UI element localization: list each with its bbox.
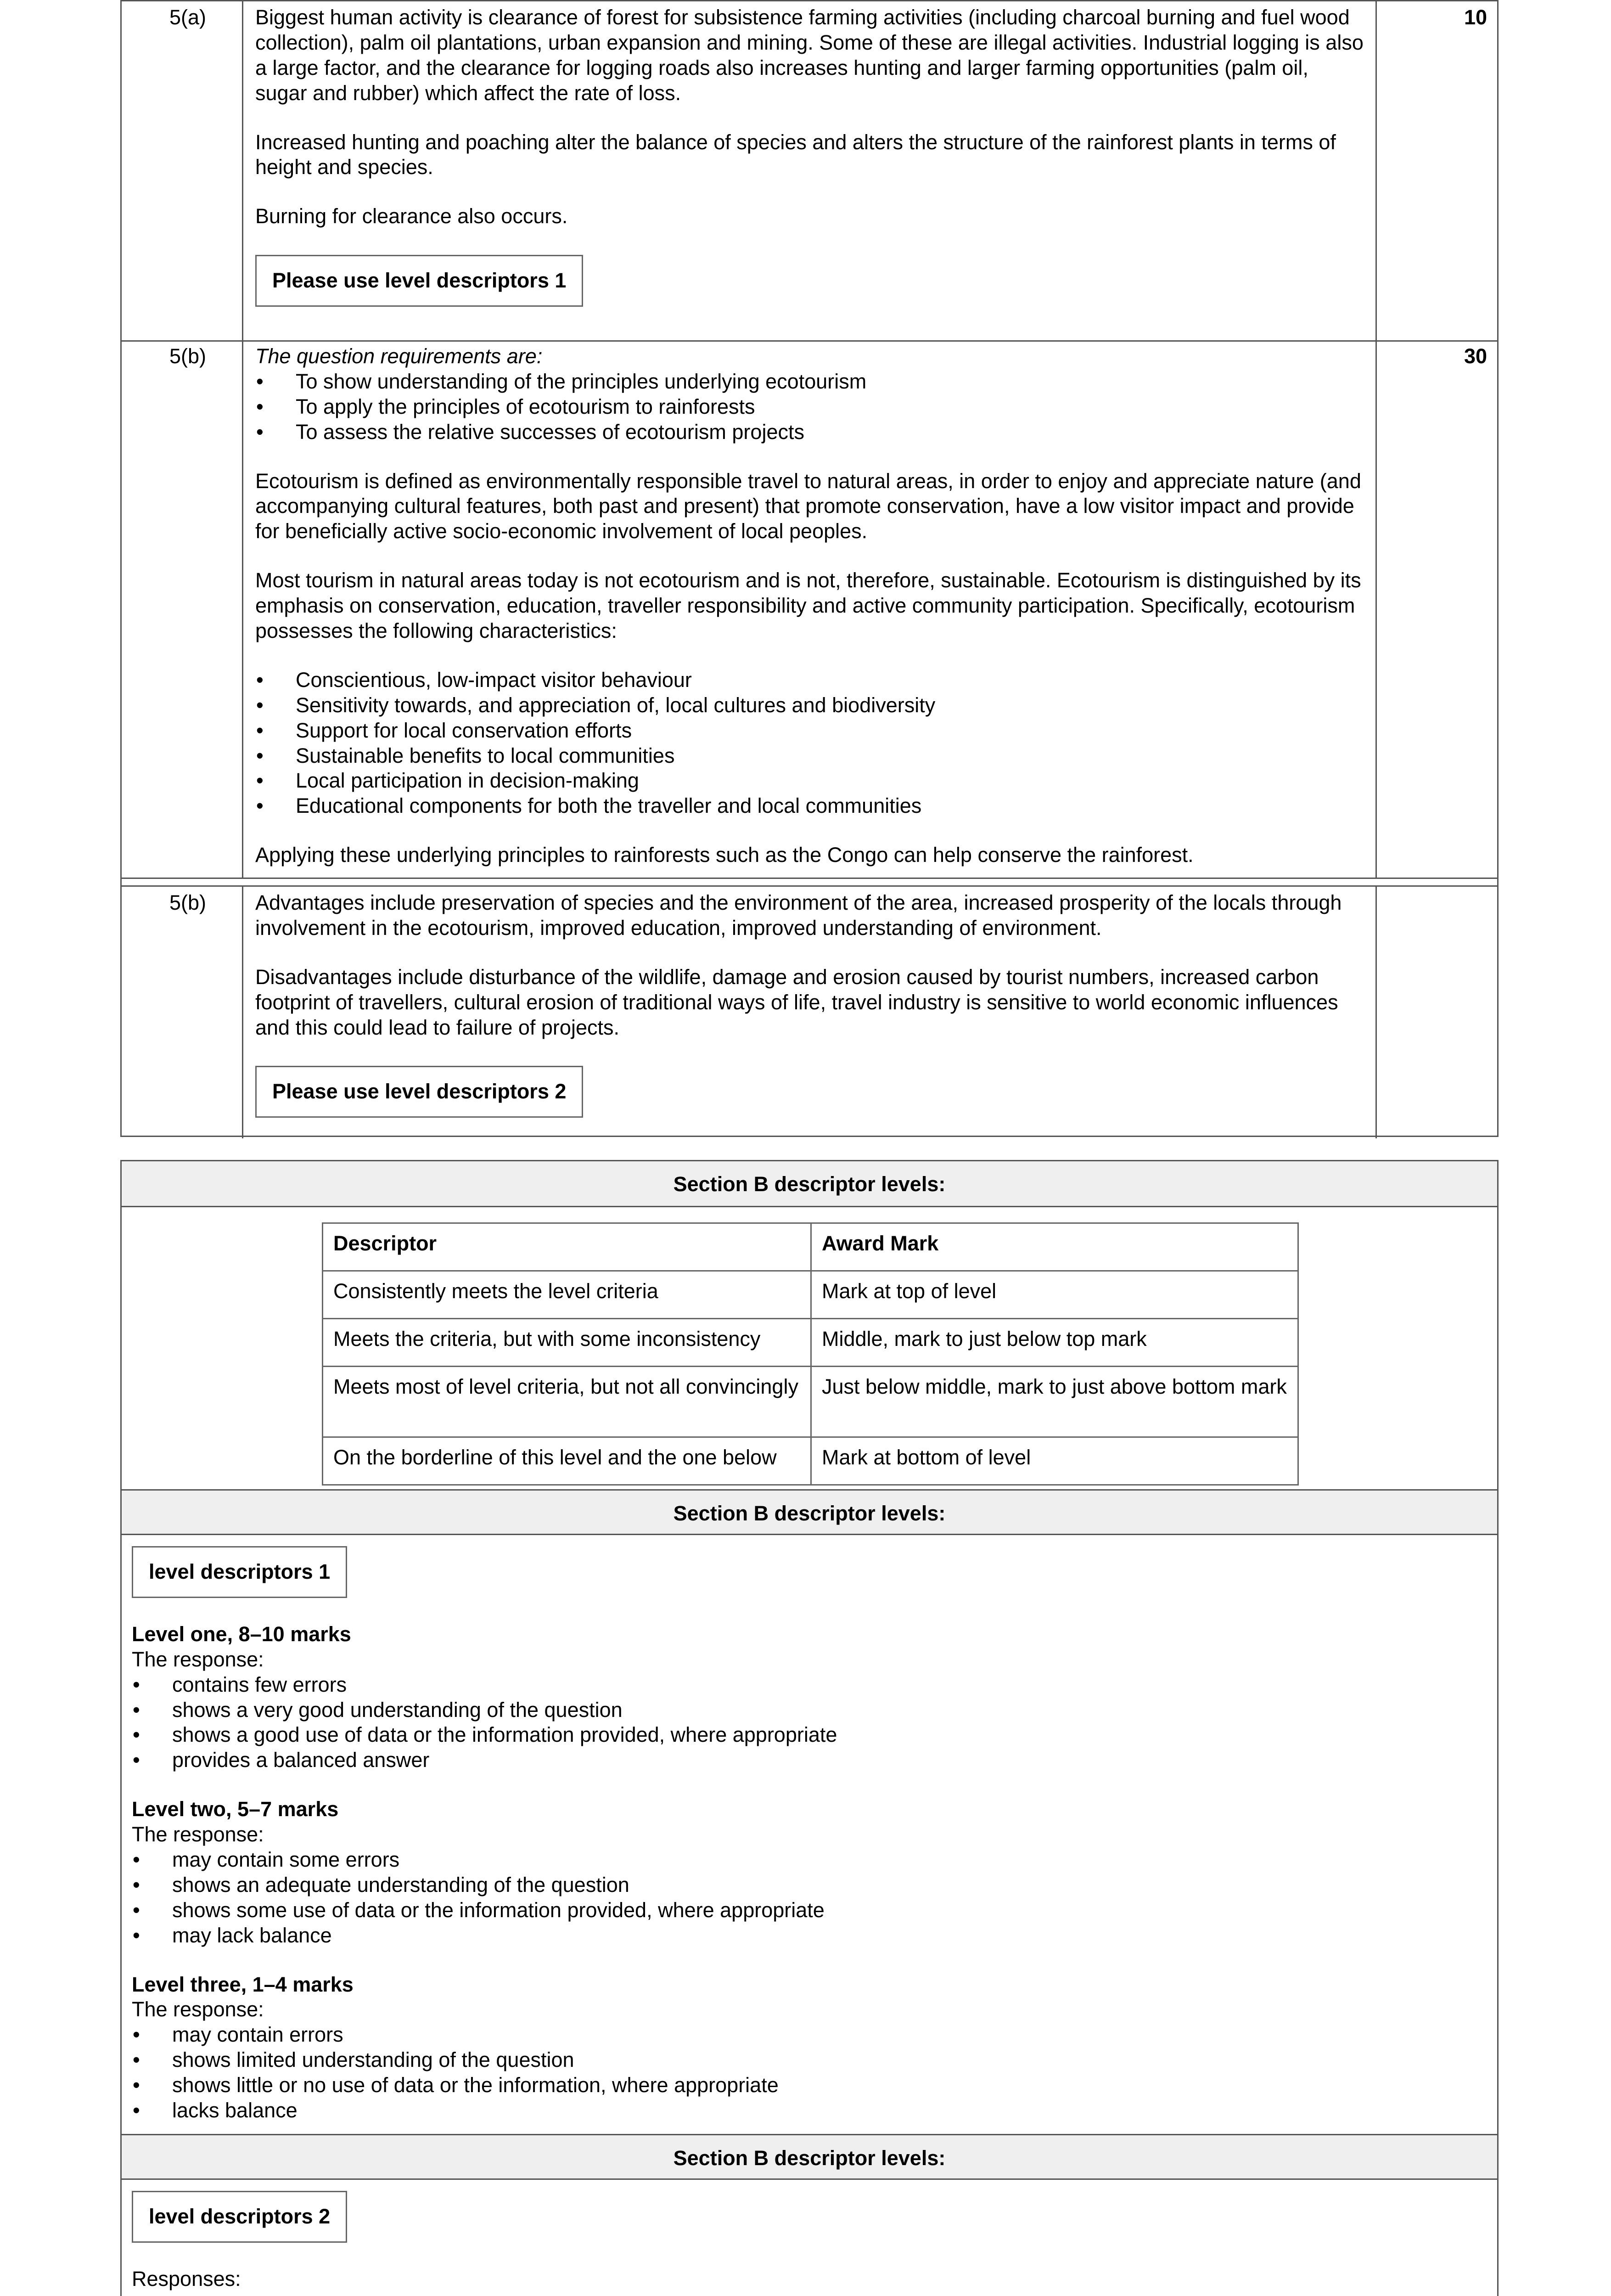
list-item: • Local participation in decision-making (255, 768, 1364, 793)
level-descriptors-2 (132, 2189, 1487, 2296)
list-item: • may contain errors (132, 2022, 1487, 2048)
answer-cell (243, 887, 1377, 1138)
table-row (323, 1271, 1298, 1319)
answer-paragraph: Biggest human activity is clearance of forest for subsistence farming activities (including charcoal burning and fuel wood collection), palm oil plantations, urban expansion and mining. Some of these are illegal activities. Industrial logging is also a large factor, and the clearance for logging roads also increases hunting and larger farming opportunities (palm oil, sugar and rubber) which affect the rate of loss. (255, 6, 1364, 105)
question-number: 5(b) (122, 340, 243, 878)
table-cell: Mark at bottom of level (811, 1437, 1298, 1485)
table-cell: Consistently meets the level criteria (323, 1271, 811, 1319)
answer-cell (243, 340, 1377, 878)
table-cell: Middle, mark to just below top mark (811, 1319, 1298, 1367)
question-row (122, 1, 1497, 342)
table-cell: Meets the criteria, but with some inconsistency (323, 1319, 811, 1367)
level-criteria-list (132, 1847, 1487, 1948)
level-criteria-list (132, 2022, 1487, 2123)
list-item: • contains few errors (132, 1672, 1487, 1698)
list-item: • To assess the relative successes of ecotourism projects (255, 420, 1364, 445)
table-row (323, 1367, 1298, 1437)
list-item: • shows a very good understanding of the question (132, 1698, 1487, 1723)
question-number: 5(b) (122, 887, 243, 1138)
question-number: 5(a) (122, 1, 243, 340)
table-cell: Just below middle, mark to just above bottom mark (811, 1367, 1298, 1437)
list-item: • shows a good use of data or the information provided, where appropriate (132, 1722, 1487, 1748)
table-row (323, 1437, 1298, 1485)
table-header: Descriptor (323, 1223, 811, 1271)
list-item: • Sustainable benefits to local communities (255, 743, 1364, 769)
section-heading: Section B descriptor levels: (122, 2134, 1497, 2180)
question-row (122, 340, 1497, 878)
section-heading: Section B descriptor levels: (122, 1161, 1497, 1207)
answer-paragraph: Most tourism in natural areas today is not ecotourism and is not, therefore, sustainable. Ecotourism is distinguished by its emphasis on conservation, education, traveller responsibility and active community participation. Specifically, ecotourism possesses the following characteristics: (255, 568, 1361, 643)
list-item: • shows little or no use of data or the information, where appropriate (132, 2073, 1487, 2098)
characteristics-list (255, 668, 1364, 819)
level-lead: The response: (132, 1823, 264, 1846)
list-item: • provides a balanced answer (132, 1748, 1487, 1773)
level-descriptors-1 (132, 1544, 1487, 2123)
list-item: • Support for local conservation efforts (255, 718, 1364, 743)
question-row (122, 887, 1497, 1138)
answer-paragraph: Burning for clearance also occurs. (255, 204, 568, 228)
level-descriptor-label: level descriptors 2 (132, 2191, 347, 2243)
level-descriptor-label: level descriptors 1 (132, 1546, 347, 1598)
question-mark: 10 (1464, 6, 1487, 29)
list-item: • may lack balance (132, 1923, 1487, 1948)
level-title: Level one, 8–10 marks (132, 1622, 351, 1646)
level-descriptor-reference: Please use level descriptors 1 (255, 255, 583, 307)
list-item: • shows an adequate understanding of the question (132, 1873, 1487, 1898)
question-mark (1377, 887, 1497, 1138)
question-mark: 30 (1464, 344, 1487, 368)
level-title: Level two, 5–7 marks (132, 1797, 339, 1821)
table-header-row (323, 1223, 1298, 1271)
table-header: Award Mark (811, 1223, 1298, 1271)
mark-scheme-table (120, 0, 1499, 1137)
list-item: • Sensitivity towards, and appreciation of, local cultures and biodiversity (255, 693, 1364, 718)
answer-paragraph: Applying these underlying principles to rainforests such as the Congo can help conserve the rainforest. (255, 843, 1194, 867)
requirements-list (255, 369, 1364, 445)
list-item: • To apply the principles of ecotourism to rainforests (255, 394, 1364, 420)
table-cell: Mark at top of level (811, 1271, 1298, 1319)
answer-paragraph: Disadvantages include disturbance of the wildlife, damage and erosion caused by tourist numbers, increased carbon footprint of travellers, cultural erosion of traditional ways of life, travel industry is sensitive to world economic influences and this could lead to failure of projects. (255, 965, 1338, 1039)
section-heading: Section B descriptor levels: (122, 1489, 1497, 1535)
list-item: • lacks balance (132, 2098, 1487, 2123)
list-item: • may contain some errors (132, 1847, 1487, 1873)
section-b-descriptors (120, 1160, 1499, 2296)
requirements-intro: The question requirements are: (255, 344, 543, 368)
table-row (323, 1319, 1298, 1367)
answer-paragraph: Advantages include preservation of species and the environment of the area, increased prosperity of the locals through involvement in the ecotourism, improved education, improved understanding of environment. (255, 891, 1342, 940)
table-cell: Meets most of level criteria, but not all convincingly (323, 1367, 811, 1437)
list-item: • Educational components for both the traveller and local communities (255, 793, 1364, 819)
list-item: • shows some use of data or the information provided, where appropriate (132, 1898, 1487, 1923)
descriptor-table (322, 1222, 1299, 1486)
answer-paragraph: Ecotourism is defined as environmentally responsible travel to natural areas, in order to enjoy and appreciate nature (and accompanying cultural features, both past and present) that promote conservation, have a low visitor impact and provide for beneficially active socio-economic involvement of local peoples. (255, 469, 1361, 543)
level-descriptor-reference: Please use level descriptors 2 (255, 1066, 583, 1118)
table-cell: On the borderline of this level and the one below (323, 1437, 811, 1485)
list-item: • Conscientious, low-impact visitor behaviour (255, 668, 1364, 693)
level-title: Level three, 1–4 marks (132, 1972, 354, 1996)
level-lead: Responses: (132, 2267, 241, 2290)
list-item: • To show understanding of the principles underlying ecotourism (255, 369, 1364, 394)
answer-cell (243, 1, 1377, 340)
answer-paragraph: Increased hunting and poaching alter the balance of species and alters the structure of the rainforest plants in terms of height and species. (255, 130, 1336, 179)
row-divider (122, 878, 1497, 887)
level-lead: The response: (132, 1647, 264, 1671)
level-lead: The response: (132, 1998, 264, 2021)
level-criteria-list (132, 1672, 1487, 1773)
list-item: • shows limited understanding of the question (132, 2048, 1487, 2073)
